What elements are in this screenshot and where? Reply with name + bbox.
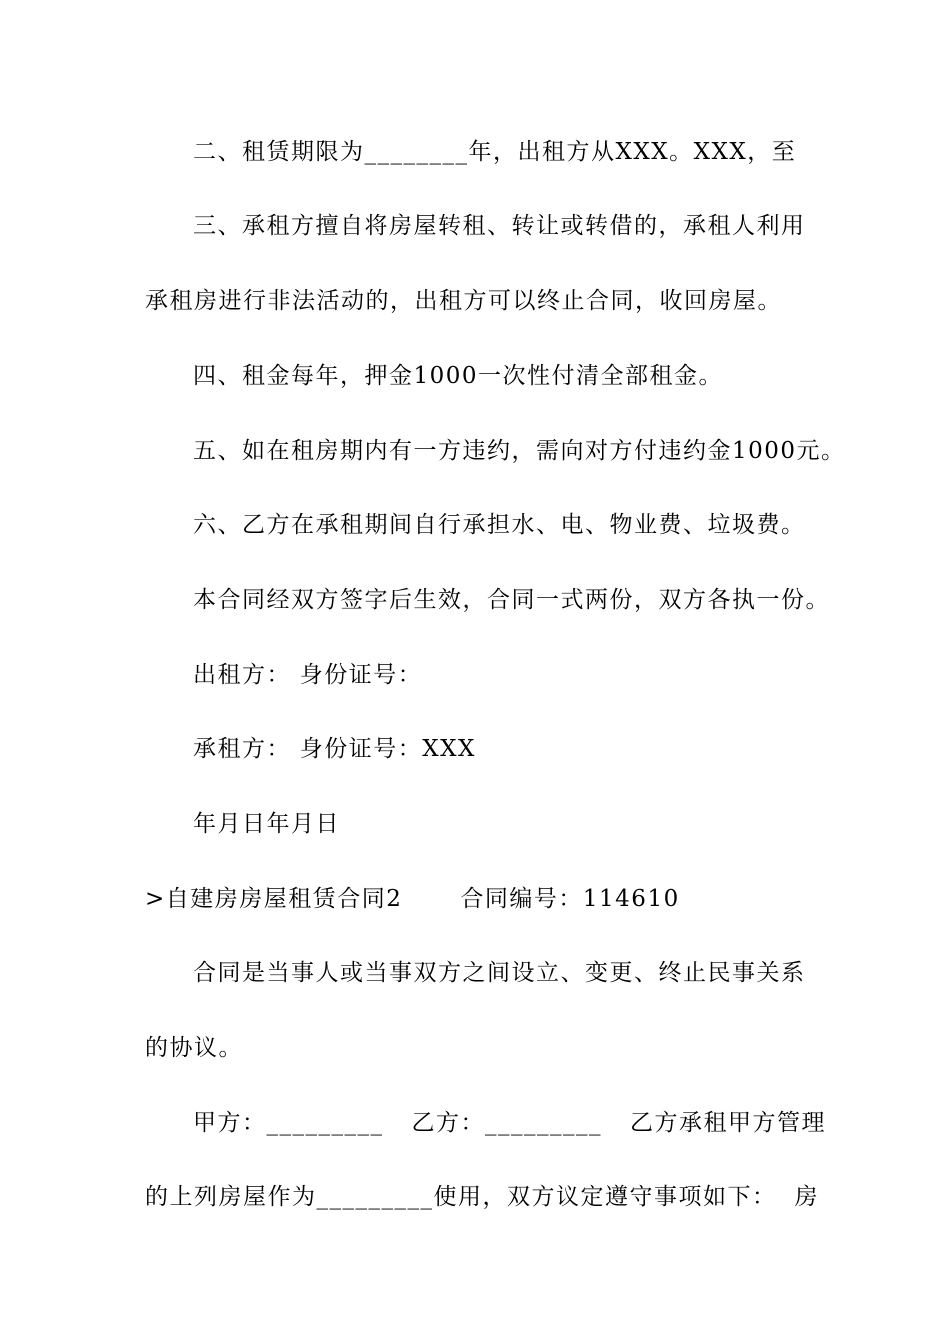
clause-2-lease-term: 二、租赁期限为________年，出租方从XXX。XXX，至: [193, 139, 797, 165]
parties-line: [145, 1108, 873, 1138]
lease-intro-text: 乙方承租甲方管理: [630, 1110, 826, 1136]
section-2-title: >自建房房屋租赁合同2: [145, 886, 403, 912]
clause-6-utilities: 六、乙方在承租期间自行承担水、电、物业费、垃圾费。: [193, 512, 806, 538]
usage-tail: 房: [794, 1184, 819, 1210]
lessee-signature-line: 承租方： 身份证号：XXX: [193, 736, 476, 762]
party-b-field: 乙方：_________: [411, 1110, 602, 1136]
lessor-signature-line: 出租方： 身份证号：: [193, 662, 423, 688]
clause-3-sublet-line-2: 承租房进行非法活动的，出租方可以终止合同，收回房屋。: [145, 288, 782, 314]
clause-4-rent-deposit: 四、租金每年，押金1000一次性付清全部租金。: [193, 363, 724, 389]
clause-5-breach-penalty: 五、如在租房期内有一方违约，需向对方付违约金1000元。: [193, 438, 846, 464]
date-line: 年月日年月日: [193, 811, 340, 837]
section-2-heading: [145, 884, 825, 914]
contract-number: 合同编号：114610: [460, 886, 680, 912]
usage-text: 的上列房屋作为_________使用，双方议定遵守事项如下：: [145, 1184, 777, 1210]
contract-definition-line-2: 的协议。: [145, 1035, 243, 1061]
clause-3-sublet-line-1: 三、承租方擅自将房屋转租、转让或转借的，承租人利用: [193, 213, 806, 239]
contract-definition-line-1: 合同是当事人或当事双方之间设立、变更、终止民事关系: [193, 960, 806, 986]
usage-line: [145, 1182, 825, 1212]
party-a-field: 甲方：_________: [193, 1110, 384, 1136]
effective-clause: 本合同经双方签字后生效，合同一式两份，双方各执一份。: [193, 587, 830, 613]
